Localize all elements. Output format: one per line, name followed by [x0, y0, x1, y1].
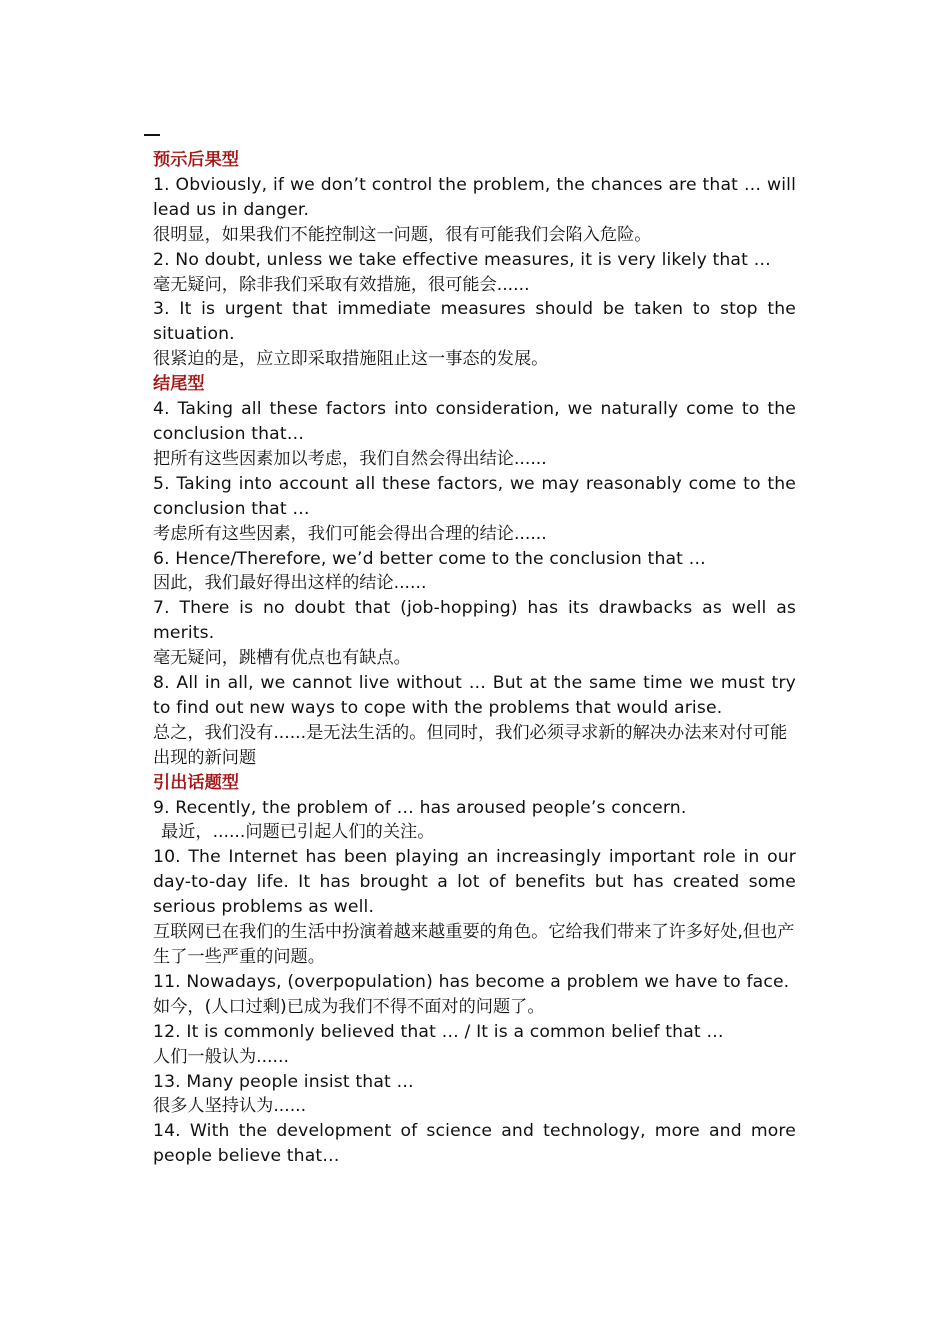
- section-heading: 引出话题型: [153, 772, 239, 793]
- top-dash-mark: [144, 134, 160, 136]
- phrase-chinese: 很紧迫的是，应立即采取措施阻止这一事态的发展。: [153, 349, 549, 370]
- phrase-english: 7. There is no doubt that (job-hopping) has its drawbacks as well as merits.: [153, 598, 796, 644]
- phrase-chinese: 很多人坚持认为......: [153, 1096, 307, 1117]
- phrase-english: 14. With the development of science and technology, more and more people believe that…: [153, 1121, 796, 1167]
- phrase-english: 8. All in all, we cannot live without … But at the same time we must try to find out new ways to cope with the problems that would arise.: [153, 673, 796, 718]
- phrase-english: 5. Taking into account all these factors, we may reasonably come to the conclusion that …: [153, 473, 796, 519]
- phrase-chinese: 毫无疑问，跳槽有优点也有缺点。: [153, 648, 411, 669]
- phrase-english: 2. No doubt, unless we take effective measures, it is very likely that …: [153, 249, 771, 270]
- phrase-english: 6. Hence/Therefore, we’d better come to the conclusion that …: [153, 548, 707, 569]
- phrase-chinese: 人们一般认为......: [153, 1046, 289, 1067]
- phrase-chinese: 如今，(人口过剩)已成为我们不得不面对的问题了。: [153, 996, 545, 1017]
- phrase-english: 1. Obviously, if we don’t control the problem, the chances are that … will lead us in danger.: [153, 174, 796, 220]
- phrase-english: 3. It is urgent that immediate measures should be taken to stop the situation.: [153, 299, 796, 345]
- phrase-chinese: 毫无疑问，除非我们采取有效措施，很可能会......: [153, 274, 530, 295]
- section-heading: 结尾型: [153, 374, 205, 395]
- document-body: [153, 148, 796, 1169]
- phrase-english: 4. Taking all these factors into consideration, we naturally come to the conclusion that…: [153, 399, 796, 444]
- phrase-chinese: 总之，我们没有......是无法生活的。但同时，我们必须寻求新的解决办法来对付可能出现的新问题: [153, 722, 788, 768]
- phrase-chinese: 把所有这些因素加以考虑，我们自然会得出结论......: [153, 448, 547, 469]
- section-heading: 预示后果型: [153, 150, 239, 170]
- phrase-chinese: 最近，......问题已引起人们的关注。: [161, 822, 435, 843]
- phrase-english: 12. It is commonly believed that … / It is a common belief that …: [153, 1021, 724, 1042]
- phrase-chinese: 很明显，如果我们不能控制这一问题，很有可能我们会陷入危险。: [153, 224, 652, 245]
- phrase-english: 9. Recently, the problem of … has aroused people’s concern.: [153, 797, 687, 818]
- phrase-english: 10. The Internet has been playing an increasingly important role in our day-to-day life. It has brought a lot of benefits but has created some serious problems as well.: [153, 847, 796, 918]
- phrase-chinese: 互联网已在我们的生活中扮演着越来越重要的角色。它给我们带来了许多好处,但也产生了一些严重的问题。: [153, 922, 795, 967]
- phrase-english: 11. Nowadays, (overpopulation) has become a problem we have to face.: [153, 971, 790, 992]
- phrase-english: 13. Many people insist that …: [153, 1071, 414, 1092]
- phrase-chinese: 考虑所有这些因素，我们可能会得出合理的结论......: [153, 523, 547, 544]
- phrase-chinese: 因此，我们最好得出这样的结论......: [153, 573, 427, 594]
